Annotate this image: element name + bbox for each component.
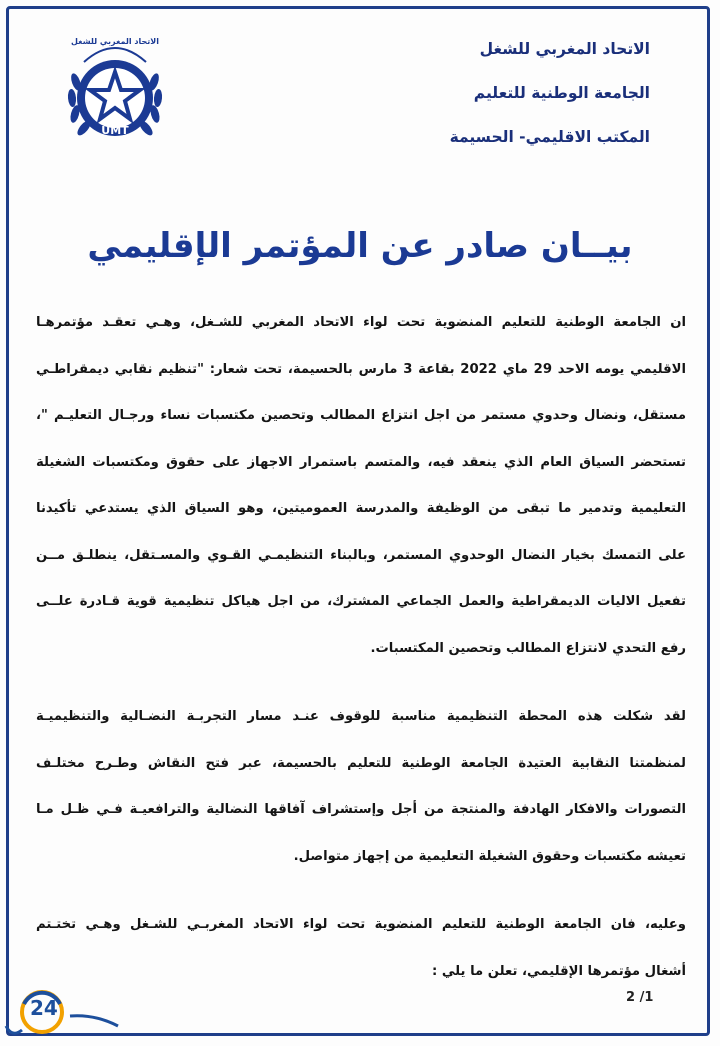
site-watermark <box>0 986 130 1046</box>
p2-line-4: تعيشه مكتسبات وحقوق الشغيلة التعليمية من إجهاز متواصل. <box>293 848 686 864</box>
p1-line-6: على التمسك بخيار النضال الوحدوي المستمر، وبالبناء التنظيمـي القـوي والمسـتقل، ينطلـق مــن <box>36 547 686 563</box>
p1-line-3: مستقل، ونضال وحدوي مستمر من اجل انتزاع المطالب وتحصين مكتسبات نساء ورجـال التعليـم "، <box>36 408 686 423</box>
p1-line-4: تستحضر السياق العام الذي ينعقد فيه، والمتسم باستمرار الاجهاز على حقوق ومكتسبات الشغيلة <box>36 454 686 470</box>
document-title: بيــان صادر عن المؤتمر الإقليمي <box>87 226 633 266</box>
p3-line-1: وعليه، فان الجامعة الوطنية للتعليم المنضوية تحت لواء الاتحاد المغربـي للشـغل وهـي تختـتم <box>36 917 686 932</box>
p2-line-3: التصورات والافكار الهادفة والمنتجة من أجل وإستشراف آفاقها النضالية والترافعيـة فـي ظـل مـا <box>36 802 686 817</box>
p2-line-2: لمنظمتنا النقابية العتيدة الجامعة الوطنية للتعليم بالحسيمة، عبر فتح النقاش وطـرح مختلـف <box>36 755 686 771</box>
umt-logo <box>62 22 168 152</box>
p1-line-2: الاقليمي يومه الاحد 29 ماي 2022 بقاعة 3 مارس بالحسيمة، تحت شعار: "تنظيم نقابي ديمقراطـي <box>36 361 686 377</box>
p1-line-5: التعليمية وتدمير ما تبقى من الوظيفة والمدرسة العموميتين، وهو السياق الذي يستدعي تأكيدنا <box>36 501 686 516</box>
p1-line-7: تفعيل الاليات الديمقراطية والعمل الجماعي المشترك، من اجل هياكل تنظيمية قوية قـادرة علــى <box>36 594 686 609</box>
org-line-1: الاتحاد المغربي للشغل <box>479 40 650 58</box>
logo-umt-text: UMT <box>101 124 129 137</box>
page-number: 2 /1 <box>626 990 654 1005</box>
p3-line-2: أشغال مؤتمرها الإقليمي، تعلن ما يلي : <box>431 963 686 979</box>
watermark-number: 24 <box>30 996 58 1020</box>
organization-header <box>450 38 650 170</box>
org-line-3: المكتب الاقليمي- الحسيمة <box>449 128 650 146</box>
p2-line-1: لقد شكلت هذه المحطة التنظيمية مناسبة للوقوف عنـد مسار التجربـة النضـالية والتنظيميـة <box>36 709 686 724</box>
p1-line-8: رفع التحدي لانتزاع المطالب وتحصين المكتسبات. <box>370 640 686 656</box>
p1-line-1: ان الجامعة الوطنية للتعليم المنضوية تحت لواء الاتحاد المغربي للشـغل، وهـي تعقـد مؤتمرهـا <box>36 315 686 330</box>
org-line-2: الجامعة الوطنية للتعليم <box>473 84 650 102</box>
logo-ring-text: الاتحاد المغربي للشغل <box>71 37 159 46</box>
statement-body <box>36 300 686 995</box>
